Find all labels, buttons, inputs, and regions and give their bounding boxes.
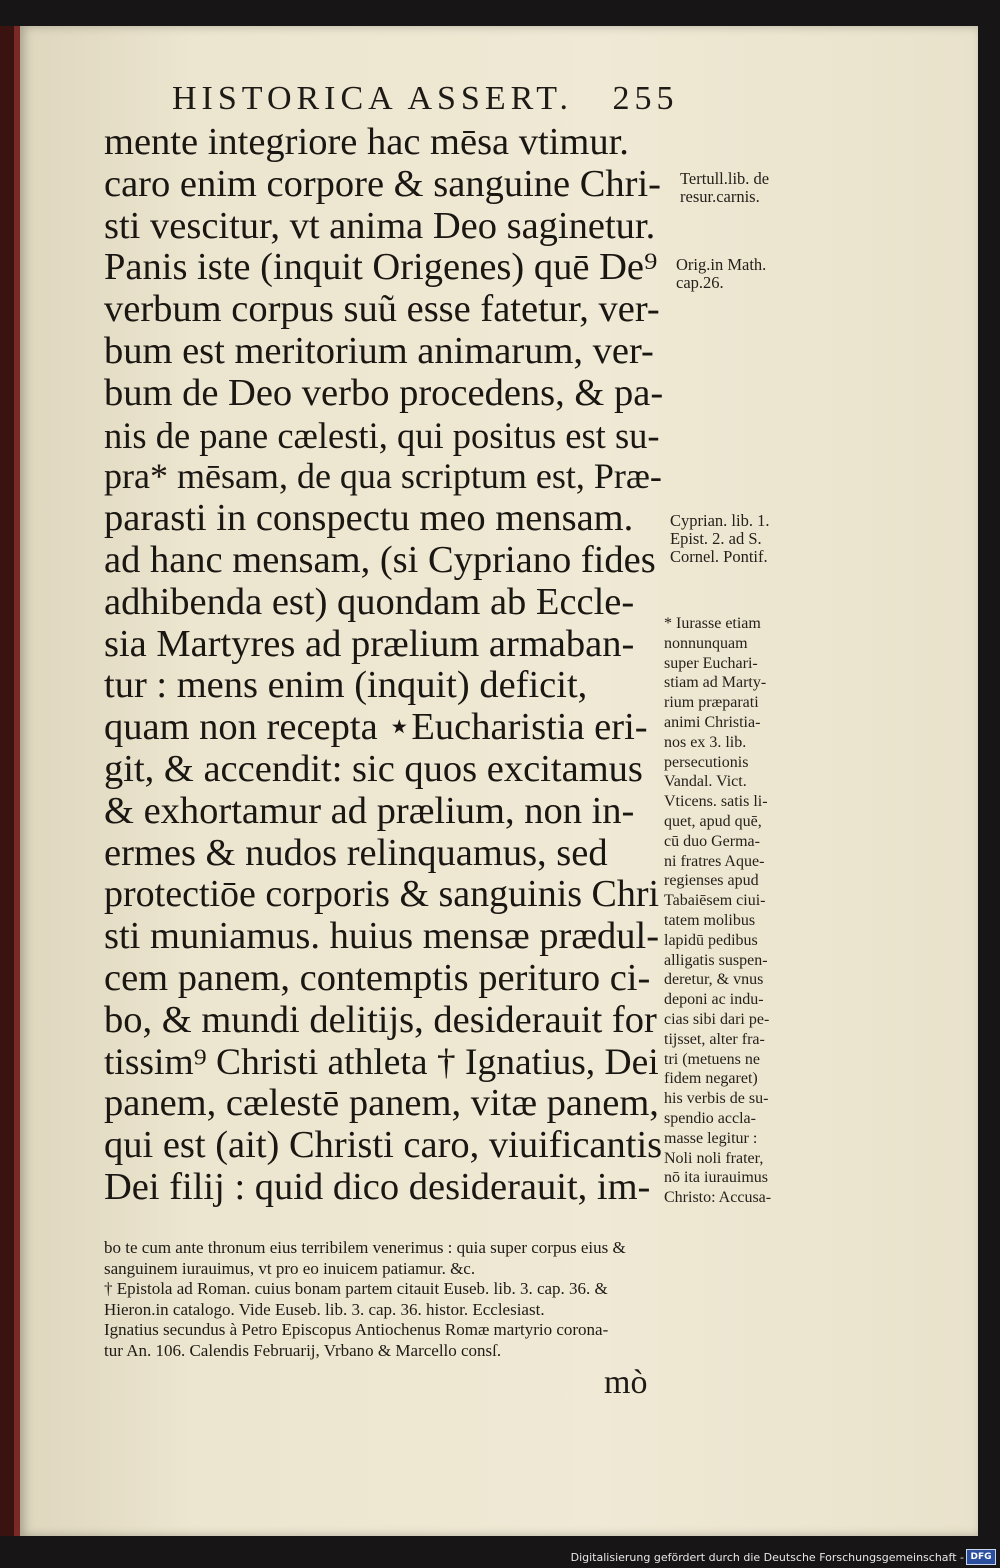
footnote-line: Hieron.in catalogo. Vide Euseb. lib. 3. cap. 36. histor. Ecclesiast. (104, 1299, 545, 1319)
margin-note-line: nos ex 3. lib. (664, 733, 747, 751)
margin-note-tertullian (680, 170, 769, 206)
body-line: sti vescitur, vt anima Deo saginetur. (104, 204, 656, 247)
margin-note-line: stiam ad Marty- (664, 674, 767, 692)
margin-note-line: masse legitur : (664, 1129, 758, 1147)
main-text-block (104, 122, 664, 1209)
margin-note-line: Epist. 2. ad S. (670, 529, 762, 548)
margin-note-line: Tertull.lib. de (680, 169, 770, 188)
body-line: tissim⁹ Christi athleta † Ignatius, Dei (104, 1041, 659, 1083)
margin-note-line: Cyprian. lib. 1. (670, 511, 770, 530)
body-line: adhibenda est) quondam ab Eccle- (104, 580, 635, 623)
body-line: nis de pane cælesti, qui positus est su- (104, 414, 660, 456)
margin-note-line: tijsset, alter fra- (664, 1030, 765, 1048)
margin-note-line: Vandal. Vict. (664, 773, 747, 791)
body-line: cem panem, contemptis perituro ci- (104, 956, 651, 999)
margin-note-line: cias sibi dari pe- (664, 1010, 770, 1028)
margin-note-line: Tabaiēsem ciui- (664, 892, 766, 910)
body-line: qui est (ait) Christi caro, viuificantis (104, 1124, 663, 1167)
margin-note-line: tatem molibus (664, 911, 756, 929)
body-line: Dei filij : quid dico desiderauit, im- (104, 1165, 651, 1208)
body-line: Panis iste (inquit Origenes) quē De⁹ (104, 246, 658, 289)
margin-note-line: cap.26. (676, 273, 724, 292)
margin-note-line: resur.carnis. (680, 187, 760, 206)
body-line: pra* mēsam, de qua scriptum est, Præ- (104, 456, 662, 497)
body-line: mente integriore hac mēsa vtimur. (104, 121, 629, 163)
margin-note-line: cū duo Germa- (664, 832, 760, 850)
body-line: sia Martyres ad prælium armaban- (104, 622, 635, 665)
body-line: parasti in conspectu meo mensam. (104, 497, 634, 540)
margin-note-cyprian (670, 512, 769, 566)
margin-note-line: Orig.in Math. (676, 255, 767, 274)
body-line: ermes & nudos relinquamus, sed (104, 831, 608, 874)
margin-note-line: ni fratres Aque- (664, 852, 765, 870)
body-line: bum de Deo verbo procedens, & pa- (104, 371, 664, 414)
margin-note-line: spendio accla- (664, 1109, 756, 1127)
body-line: git, & accendit: sic quos excitamus (104, 747, 643, 790)
binding-edge (0, 26, 14, 1536)
margin-note-line: animi Christia- (664, 713, 761, 731)
margin-note-line: tri (metuens ne (664, 1050, 760, 1068)
running-header (172, 80, 679, 118)
margin-note-line: rium præparati (664, 694, 759, 712)
margin-note-line: deretur, & vnus (664, 971, 764, 989)
margin-note-line: his verbis de su- (664, 1090, 769, 1108)
body-line: caro enim corpore & sanguine Chri- (104, 162, 661, 205)
body-line: sti muniamus. huius mensæ prædul- (104, 915, 660, 958)
body-line: quam non recepta ⋆Eucharistia eri- (104, 706, 648, 749)
running-title: HISTORICA ASSERT. (172, 80, 573, 117)
catchword: mò (604, 1364, 648, 1401)
margin-note-line: nō ita iurauimus (664, 1169, 768, 1187)
margin-note-line: fidem negaret) (664, 1070, 758, 1088)
margin-note-line: * Iurasse etiam (664, 615, 761, 632)
footnote-line: † Epistola ad Roman. cuius bonam partem citauit Euseb. lib. 3. cap. 36. & (104, 1279, 608, 1298)
footnote-line: sanguinem iurauimus, vt pro eo inuicem patiamur. &c. (104, 1258, 476, 1278)
margin-note-line: Noli noli frater, (664, 1149, 764, 1167)
page-number: 255 (612, 80, 679, 117)
footnote-line: bo te cum ante thronum eius terribilem venerimus : quia super corpus eius & (104, 1238, 626, 1257)
body-line: panem, cælestē panem, vitæ panem, (104, 1082, 659, 1125)
digitization-credit: Digitalisierung gefördert durch die Deutsche Forschungsgemeinschaft - (570, 1551, 964, 1564)
footnote-line: Ignatius secundus à Petro Episcopus Antiochenus Romæ martyrio corona- (104, 1320, 609, 1339)
margin-note-line: super Euchari- (664, 654, 758, 672)
footnotes-block (104, 1238, 824, 1361)
body-line: bo, & mundi delitijs, desiderauit for (104, 998, 657, 1041)
body-line: tur : mens enim (inquit) deficit, (104, 664, 588, 707)
body-line: & exhortamur ad prælium, non in- (104, 789, 635, 832)
body-line: bum est meritorium animarum, ver- (104, 329, 654, 372)
footnote-line: tur An. 106. Calendis Februarij, Vrbano & Marcello consſ. (104, 1340, 502, 1360)
margin-note-origen (676, 256, 766, 292)
margin-note-line: Vticens. satis li- (664, 793, 768, 811)
margin-note-line: lapidū pedibus (664, 931, 758, 949)
dfg-logo-badge: DFG (966, 1549, 996, 1565)
margin-note-line: deponi ac indu- (664, 991, 764, 1009)
body-line: ad hanc mensam, (si Cypriano fides (104, 538, 656, 581)
body-line: protectiōe corporis & sanguinis Chri (104, 873, 660, 916)
margin-note-line: persecutionis (664, 753, 749, 771)
margin-note-line: Christo: Accusa- (664, 1189, 772, 1207)
margin-note-line: Cornel. Pontif. (670, 547, 768, 566)
margin-note-line: alligatis suspen- (664, 951, 768, 969)
body-line: verbum corpus suũ esse fatetur, ver- (104, 288, 660, 331)
margin-note-line: quet, apud quē, (664, 812, 762, 830)
margin-note-line: nonnunquam (664, 634, 748, 652)
margin-note-star (664, 614, 771, 1208)
margin-note-line: regienses apud (664, 872, 759, 890)
